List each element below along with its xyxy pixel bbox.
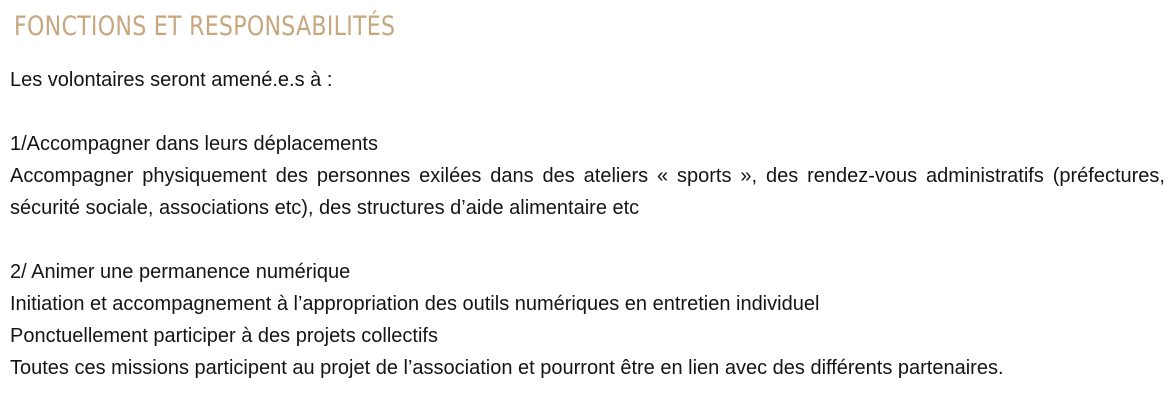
missions-conclusion: Toutes ces missions participent au projet de l’association et pourront être en lien avec des différents partenaires. bbox=[10, 357, 1004, 379]
section-content bbox=[10, 64, 1165, 384]
paragraph-spacer bbox=[10, 96, 1165, 128]
paragraph-spacer bbox=[10, 224, 1165, 256]
mission-2-line-2: Ponctuellement participer à des projets collectifs bbox=[10, 325, 438, 347]
mission-2-heading: 2/ Animer une permanence numérique bbox=[10, 261, 351, 283]
mission-2-line-1: Initiation et accompagnement à l’appropriation des outils numériques en entretien individuel bbox=[10, 293, 820, 315]
mission-1-description: Accompagner physiquement des personnes exilées dans des ateliers « sports », des rendez-vous administratifs (préfectures, sécurité sociale, associations etc), des structures d’aide alimentaire etc bbox=[10, 165, 1165, 219]
intro-text: Les volontaires seront amené.e.s à : bbox=[10, 69, 333, 91]
section-title: FONCTIONS ET RESPONSABILITÉS bbox=[14, 11, 396, 42]
mission-1-heading: 1/Accompagner dans leurs déplacements bbox=[10, 133, 378, 155]
